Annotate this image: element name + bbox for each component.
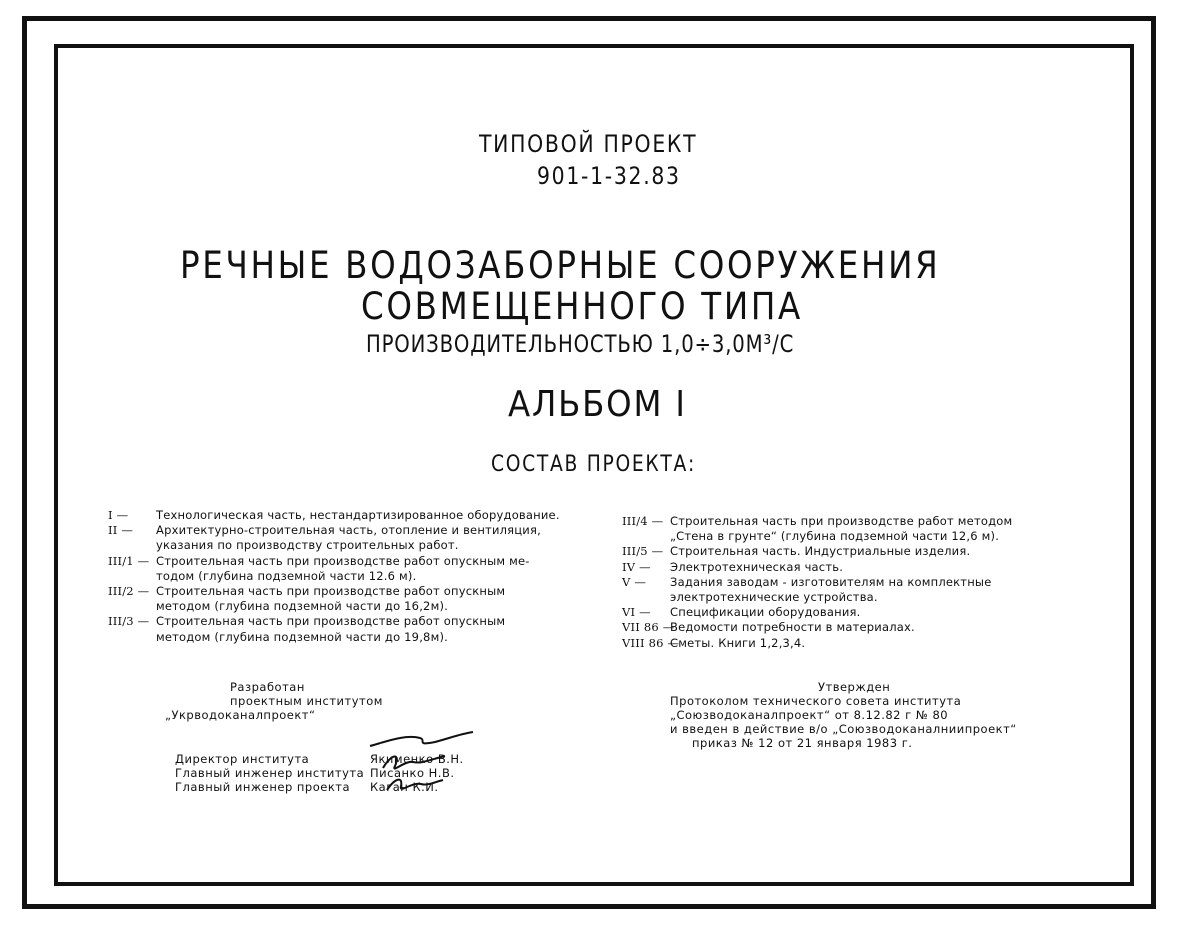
- list-item: [622, 620, 1092, 635]
- item-text: тодом (глубина подземной части 12.6 м).: [156, 568, 417, 583]
- role-project-engineer: Главный инженер проекта: [175, 780, 351, 794]
- signature-director: [370, 732, 473, 746]
- item-text: Строительная часть. Индустриальные изделия.: [670, 544, 971, 559]
- list-item: [622, 544, 1092, 559]
- item-number: II —: [108, 523, 134, 538]
- item-text: Электротехническая часть.: [670, 559, 844, 574]
- list-item: [622, 575, 1092, 605]
- composition-heading: СОСТАВ ПРОЕКТА:: [491, 452, 697, 477]
- role-chief-engineer: Главный инженер института: [175, 766, 365, 780]
- approved-line-3: и введен в действие в/о „Союзводоканалниипроект“: [670, 722, 1017, 736]
- item-text: электротехнические устройства.: [670, 590, 878, 605]
- item-number: III/1 —: [108, 553, 150, 568]
- name-chief-engineer: Писанко Н.В.: [370, 766, 455, 780]
- item-number: I —: [108, 508, 129, 522]
- approved-line-4: приказ № 12 от 21 января 1983 г.: [692, 736, 913, 750]
- list-item: [622, 560, 1092, 575]
- approved-label: Утвержден: [818, 680, 891, 694]
- role-director: Директор института: [175, 752, 310, 766]
- list-item: [108, 554, 588, 584]
- list-item: [108, 614, 588, 644]
- developed-by: проектным институтом: [230, 694, 383, 708]
- item-text: методом (глубина подземной части до 19,8м).: [156, 629, 448, 644]
- item-text: Строительная часть при производстве работ опускным: [156, 584, 506, 599]
- list-item: [108, 523, 588, 553]
- type-label: ТИПОВОЙ ПРОЕКТ: [478, 130, 697, 158]
- item-number: III/4 —: [622, 514, 664, 528]
- title-line-1: РЕЧНЫЕ ВОДОЗАБОРНЫЕ СООРУЖЕНИЯ: [179, 244, 941, 287]
- signature-chief-engineer: [383, 756, 445, 768]
- item-number: VI —: [622, 605, 651, 620]
- signature-project-engineer: [387, 780, 443, 790]
- item-text: методом (глубина подземной части до 16,2м).: [156, 599, 448, 614]
- list-item: [622, 636, 1092, 651]
- developer-org: „Укрводоканалпроект“: [165, 708, 316, 722]
- left-contents-list: [108, 508, 588, 645]
- title-line-2: СОВМЕЩЕННОГО ТИПА: [360, 285, 803, 328]
- item-number: V —: [622, 574, 647, 589]
- approved-block: [670, 680, 1017, 750]
- developed-label: Разработан: [230, 680, 305, 694]
- title-line-3: ПРОИЗВОДИТЕЛЬНОСТЬЮ 1,0÷3,0М³/С: [365, 330, 795, 358]
- list-item: [108, 508, 588, 523]
- item-number: III/2 —: [108, 584, 150, 599]
- project-code: 901-1-32.83: [537, 162, 682, 190]
- item-number: VII 86 —: [622, 620, 675, 635]
- approved-line-1: Протоколом технического совета института: [670, 694, 962, 708]
- list-item: [622, 514, 1092, 544]
- signatures: [365, 724, 485, 796]
- item-number: III/3 —: [108, 614, 150, 629]
- name-project-engineer: Каган К.И.: [370, 780, 439, 794]
- list-item: [108, 584, 588, 614]
- name-director: Якименко В.Н.: [370, 752, 464, 766]
- item-text: Ведомости потребности в материалах.: [670, 620, 915, 635]
- list-item: [622, 605, 1092, 620]
- item-text: Задания заводам - изготовителям на комплектные: [670, 574, 992, 589]
- album-title: АЛЬБОМ I: [507, 384, 687, 425]
- item-text: „Стена в грунте“ (глубина подземной части 12,6 м).: [670, 529, 1000, 544]
- item-text: Технологическая часть, нестандартизированное оборудование.: [156, 508, 560, 522]
- item-text: указания по производству строительных работ.: [156, 538, 459, 553]
- item-text: Архитектурно-строительная часть, отопление и вентиляция,: [156, 523, 541, 538]
- item-number: III/5 —: [622, 544, 664, 559]
- right-contents-list: [622, 514, 1092, 651]
- item-text: Строительная часть при производстве работ методом: [670, 514, 1013, 528]
- item-text: Строительная часть при производстве работ опускным ме-: [156, 553, 530, 568]
- approved-line-2: „Союзводоканалпроект“ от 8.12.82 г № 80: [670, 708, 949, 722]
- item-text: Строительная часть при производстве работ опускным: [156, 614, 506, 629]
- item-text: Сметы. Книги 1,2,3,4.: [670, 635, 806, 650]
- item-number: VIII 86 —: [622, 635, 680, 650]
- item-text: Спецификации оборудования.: [670, 605, 861, 620]
- item-number: IV —: [622, 559, 651, 574]
